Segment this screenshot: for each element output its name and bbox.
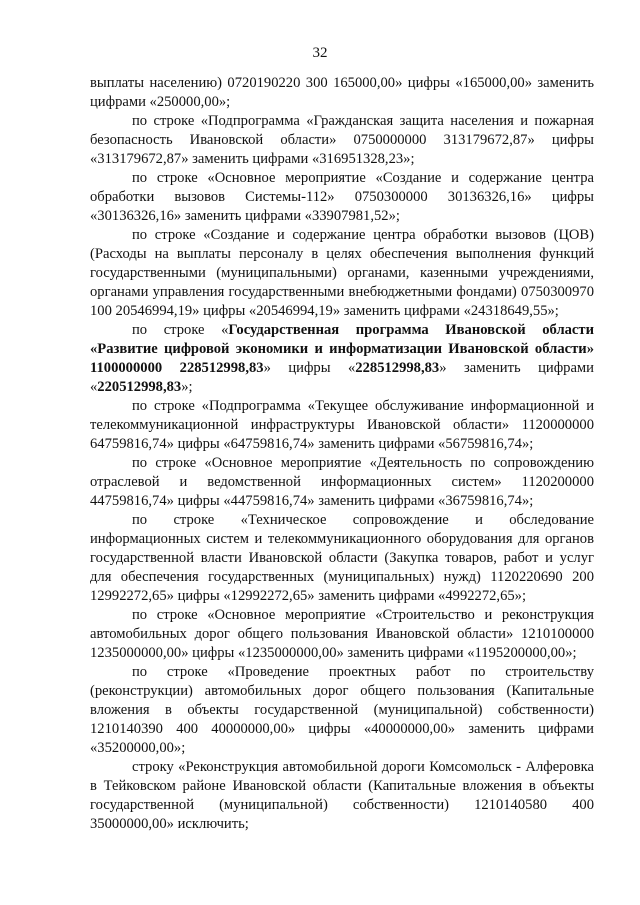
paragraph bbox=[90, 758, 594, 834]
text-run: по строке «Создание и содержание центра обработки вызовов (ЦОВ) (Расходы на выплаты персоналу в целях обеспечения выполнения функций государственными (муниципальными) органами, казенными учреждениями, органами управления государственными внебюджетными фондами) 0750300970 100 20546994,19» цифры «20546994,19» заменить цифрами «24318649,55»; bbox=[90, 227, 594, 319]
text-run: по строке «Основное мероприятие «Создание и содержание центра обработки вызовов Системы-112» 0750300000 30136326,16» цифры «30136326,16» заменить цифрами «33907981,52»; bbox=[90, 170, 594, 224]
document-body bbox=[90, 74, 594, 834]
paragraph bbox=[90, 663, 594, 758]
text-run: по строке «Техническое сопровождение и обследование информационных систем и телекоммуникационного оборудования для органов государственной власти Ивановской области (Закупка товаров, работ и услуг для обеспечения государственных (муниципальных) нужд) 1120220690 200 12992272,65» цифры «12992272,65» заменить цифрами «4992272,65»; bbox=[90, 512, 594, 604]
paragraph bbox=[90, 606, 594, 663]
text-run: » заменить цифрами « bbox=[90, 360, 594, 395]
text-run: »; bbox=[181, 379, 193, 395]
text-run: по строке «Основное мероприятие «Строительство и реконструкция автомобильных дорог общего пользования Ивановской области» 1210100000 1235000000,00» цифры «1235000000,00» заменить цифрами «1195200000,00»; bbox=[90, 607, 594, 661]
paragraph bbox=[90, 321, 594, 397]
paragraph bbox=[90, 454, 594, 511]
text-run: выплаты населению) 0720190220 300 165000,00» цифры «165000,00» заменить цифрами «250000,00»; bbox=[90, 75, 594, 110]
text-run: по строке «Подпрограмма «Гражданская защита населения и пожарная безопасность Ивановской области» 0750000000 313179672,87» цифры «313179672,87» заменить цифрами «316951328,23»; bbox=[90, 113, 594, 167]
text-run: » цифры « bbox=[263, 360, 356, 376]
text-run: по строке «Подпрограмма «Текущее обслуживание информационной и телекоммуникационной инфраструктуры Ивановской области» 1120000000 64759816,74» цифры «64759816,74» заменить цифрами «56759816,74»; bbox=[90, 398, 594, 452]
bold-text-run: 220512998,83 bbox=[97, 379, 182, 395]
paragraph bbox=[90, 74, 594, 112]
page-number: 32 bbox=[312, 45, 328, 61]
text-run: строку «Реконструкция автомобильной дороги Комсомольск - Алферовка в Тейковском районе Ивановской области (Капитальные вложения в объекты государственной (муниципальной) собственности) 1210140580 400 35000000,00» исключить; bbox=[90, 759, 594, 832]
bold-text-run: 228512998,83 bbox=[355, 360, 440, 376]
bold-text-run: Государственная программа Ивановской области «Развитие цифровой экономики и информатизации Ивановской области» 1100000000 228512998,83 bbox=[90, 322, 594, 376]
text-run: по строке « bbox=[132, 322, 229, 338]
paragraph bbox=[90, 112, 594, 169]
paragraph bbox=[90, 511, 594, 606]
text-run: по строке «Основное мероприятие «Деятельность по сопровождению отраслевой и ведомственной информационных систем» 1120200000 44759816,74» цифры «44759816,74» заменить цифрами «36759816,74»; bbox=[90, 455, 594, 509]
paragraph bbox=[90, 169, 594, 226]
paragraph bbox=[90, 226, 594, 321]
paragraph bbox=[90, 397, 594, 454]
text-run: по строке «Проведение проектных работ по строительству (реконструкции) автомобильных дорог общего пользования (Капитальные вложения в объекты государственной (муниципальной) собственности) 1210140390 400 40000000,00» цифры «40000000,00» заменить цифрами «35200000,00»; bbox=[90, 664, 594, 756]
